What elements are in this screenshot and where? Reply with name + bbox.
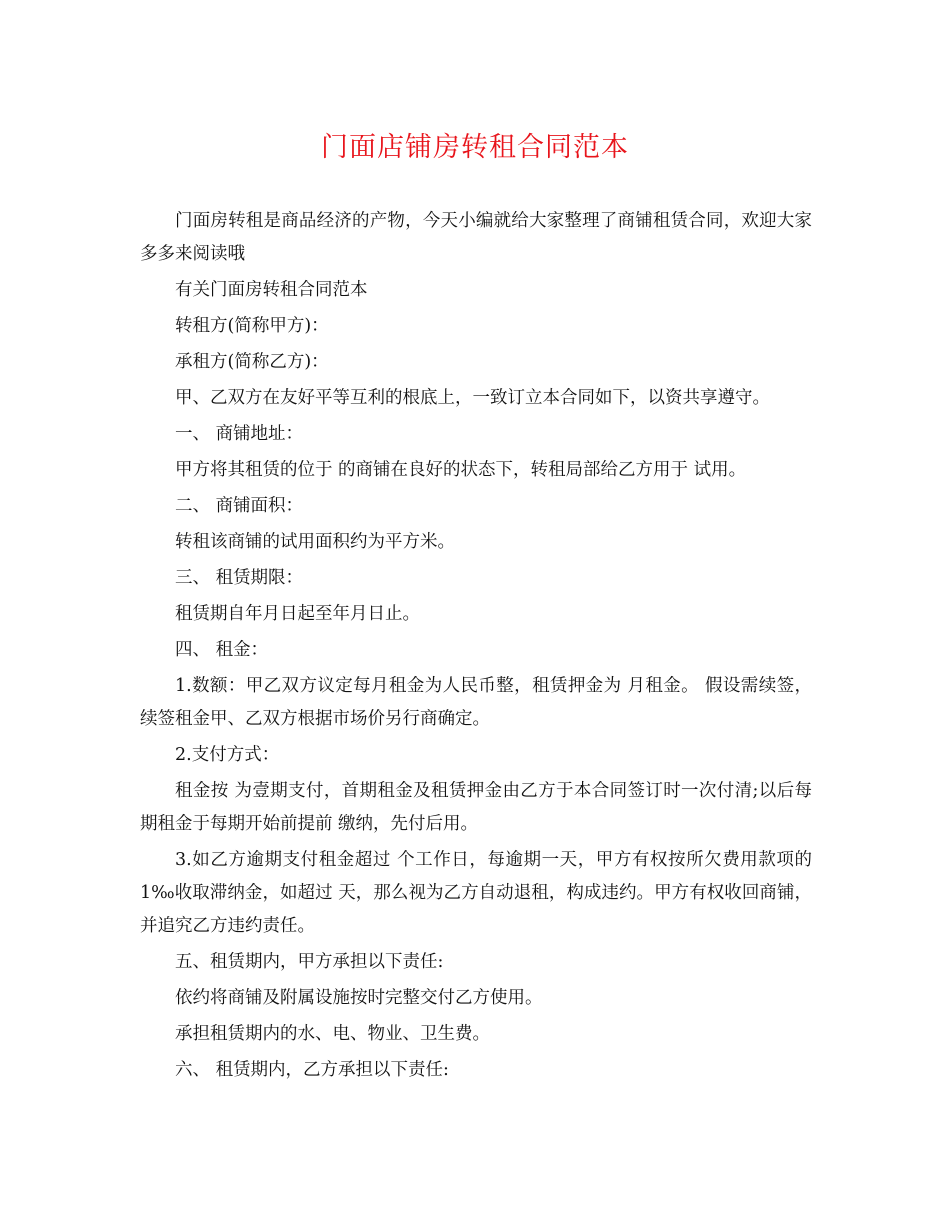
section-6-heading: 六、 租赁期内，乙方承担以下责任: [175, 1060, 449, 1080]
section-5-item-2: 承担租赁期内的水、电、物业、卫生费。 [175, 1024, 490, 1044]
paragraph-party-b: 承租方(简称乙方)： [175, 352, 329, 372]
paragraph-heading: 有关门面房转租合同范本 [175, 280, 368, 300]
paragraph-agreement: 甲、乙双方在友好平等互利的根底上，一致订立本合同如下，以资共享遵守。 [175, 388, 770, 408]
section-5-item-1: 依约将商铺及附属设施按时完整交付乙方使用。 [175, 988, 543, 1008]
paragraph-party-a: 转租方(简称甲方)： [175, 316, 329, 336]
section-4-item-1: 1.数额：甲乙双方议定每月租金为人民币整，租赁押金为 月租金。 假设需续签，续签租金甲、乙双方根据市场价另行商确定。 [140, 676, 812, 729]
section-1-text: 甲方将其租赁的位于 的商铺在良好的状态下，转租局部给乙方用于 试用。 [175, 460, 747, 480]
document-body [140, 205, 812, 1090]
section-2-text: 转租该商铺的试用面积约为平方米。 [175, 532, 455, 552]
section-5-heading: 五、租赁期内，甲方承担以下责任: [175, 952, 444, 972]
section-4-item-3: 3.如乙方逾期支付租金超过 个工作日，每逾期一天，甲方有权按所欠费用款项的 1‰收取滞纳金，如超过 天，那么视为乙方自动退租，构成违约。甲方有权收回商铺，并追究乙方违约责任。 [140, 850, 812, 936]
paragraph-intro: 门面房转租是商品经济的产物，今天小编就给大家整理了商铺租赁合同，欢迎大家多多来阅读哦 [140, 211, 812, 264]
section-3-heading: 三、 租赁期限： [175, 568, 304, 588]
section-4-heading: 四、 租金： [175, 640, 269, 660]
section-4-item-2: 2.支付方式： [175, 745, 280, 765]
document-title: 门面店铺房转租合同范本 [321, 132, 629, 163]
section-4-item-2-text: 租金按 为壹期支付，首期租金及租赁押金由乙方于本合同签订时一次付清;以后每期租金于每期开始前提前 缴纳，先付后用。 [140, 781, 812, 834]
section-3-text: 租赁期自年月日起至年月日止。 [175, 604, 420, 624]
section-2-heading: 二、 商铺面积： [175, 496, 304, 516]
section-1-heading: 一、 商铺地址： [175, 424, 304, 444]
